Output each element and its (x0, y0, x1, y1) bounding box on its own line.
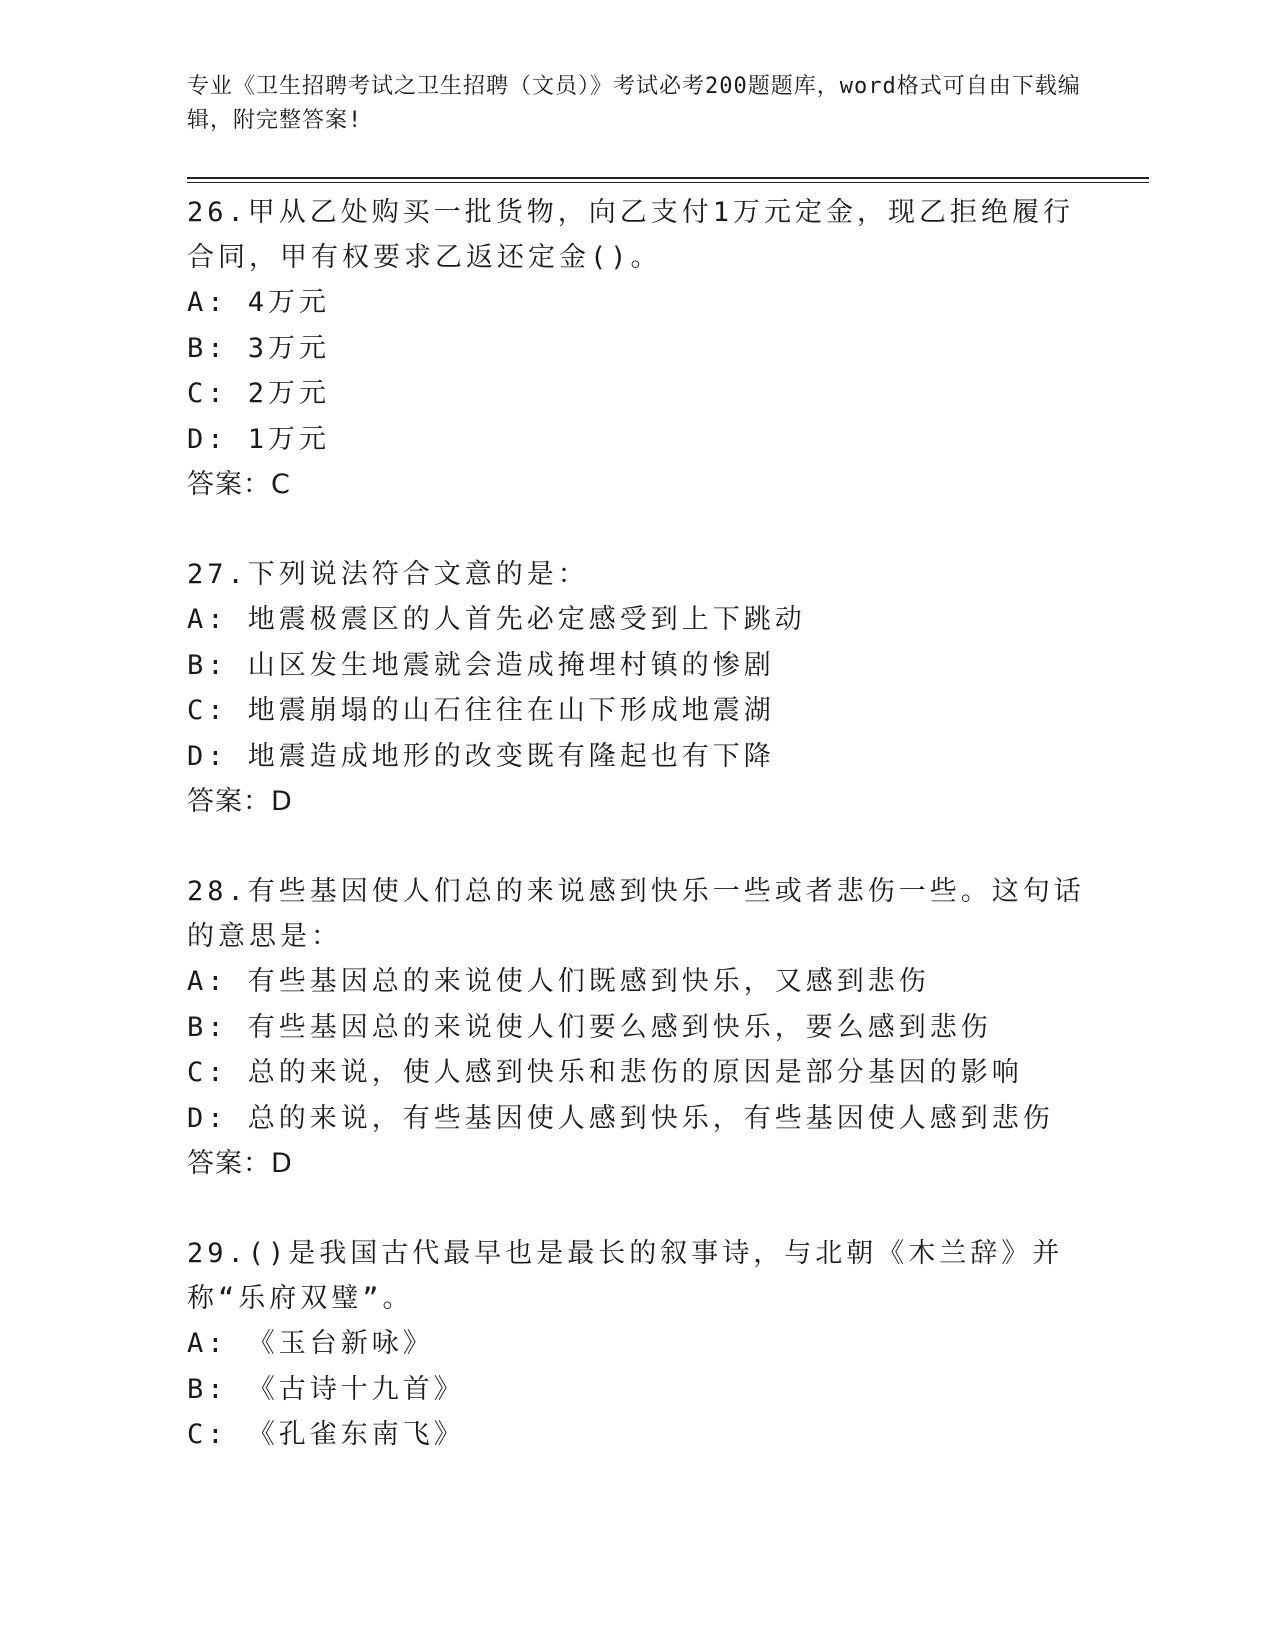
question-stem: 28.有些基因使人们总的来说感到快乐一些或者悲伤一些。这句话的意思是： (187, 876, 1085, 952)
option-b: B: 3万元 (187, 332, 331, 364)
option-a: A: 地震极震区的人首先必定感受到上下跳动 (187, 604, 806, 635)
answer: 答案：C (187, 469, 291, 500)
header-rule-thin (187, 182, 1149, 183)
question-29 (187, 1231, 1087, 1458)
option-b: B: 有些基因总的来说使人们要么感到快乐，要么感到悲伤 (187, 1011, 992, 1043)
answer: 答案：D (187, 1148, 293, 1179)
option-b: B: 山区发生地震就会造成掩埋村镇的惨剧 (187, 649, 775, 681)
option-c: C: 2万元 (187, 378, 331, 409)
answer: 答案：D (187, 786, 293, 817)
option-d: D: 1万元 (187, 423, 331, 455)
question-stem: 29.()是我国古代最早也是最长的叙事诗，与北朝《木兰辞》并称“乐府双璧”。 (187, 1238, 1064, 1314)
option-a: A: 《玉台新咏》 (187, 1328, 434, 1359)
header-rule-thick (187, 177, 1149, 179)
option-d: D: 地震造成地形的改变既有隆起也有下降 (187, 740, 775, 772)
option-c: C: 总的来说，使人感到快乐和悲伤的原因是部分基因的影响 (187, 1057, 1023, 1088)
option-a: A: 4万元 (187, 287, 331, 318)
option-b: B: 《古诗十九首》 (187, 1373, 465, 1405)
document-header: 专业《卫生招聘考试之卫生招聘（文员）》考试必考200题题库，word格式可自由下载编辑，附完整答案! (187, 74, 1081, 133)
question-27 (187, 552, 1087, 824)
option-c: C: 《孔雀东南飞》 (187, 1419, 465, 1450)
question-stem: 26.甲从乙处购买一批货物，向乙支付1万元定金，现乙拒绝履行合同，甲有权要求乙返还定金()。 (187, 197, 1075, 273)
question-26 (187, 190, 1087, 507)
question-28 (187, 869, 1087, 1186)
option-d: D: 总的来说，有些基因使人感到快乐，有些基因使人感到悲伤 (187, 1102, 1054, 1134)
question-list (187, 190, 1087, 1503)
question-stem: 27.下列说法符合文意的是： (187, 559, 589, 590)
option-a: A: 有些基因总的来说使人们既感到快乐，又感到悲伤 (187, 966, 930, 997)
option-c: C: 地震崩塌的山石往往在山下形成地震湖 (187, 695, 775, 726)
